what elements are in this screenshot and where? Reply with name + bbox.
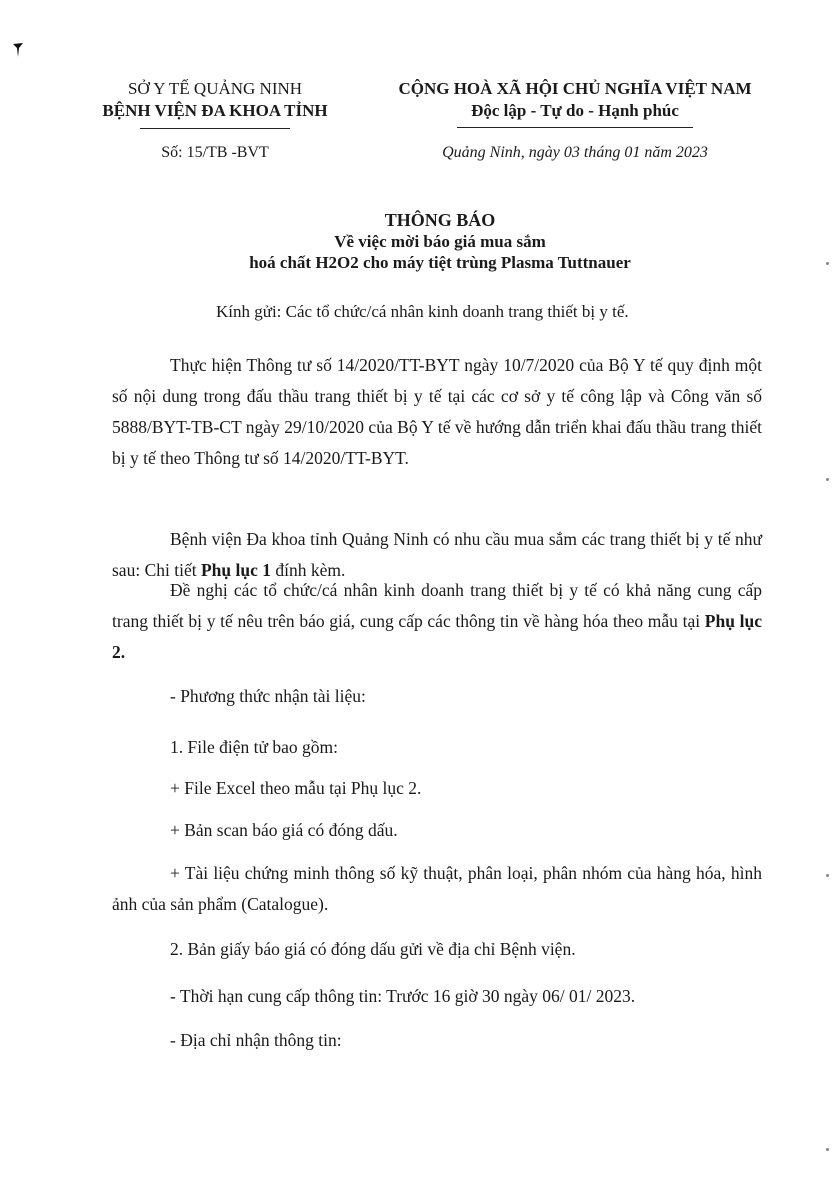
parent-organization: SỞ Y TẾ QUẢNG NINH: [127, 79, 303, 98]
appendix-1-ref: Phụ lục 1: [200, 560, 271, 580]
place-and-date: Quảng Ninh, ngày 03 tháng 01 năm 2023: [442, 144, 708, 161]
list-item-scanned-quote: + Bản scan báo giá có đóng dấu.: [170, 820, 398, 840]
list-item-technical-docs: + Tài liệu chứng minh thông số kỹ thuật, phân loại, phân nhóm của hàng hóa, hình ảnh của sản phẩm (Catalogue).: [112, 863, 762, 914]
scan-mark-icon: [12, 42, 24, 58]
motto-underline: [457, 127, 693, 128]
scan-speck: [826, 874, 829, 877]
notice-subject-line-2: hoá chất H2O2 cho máy tiệt trùng Plasma Tuttnauer: [249, 253, 631, 272]
national-heading: [370, 78, 780, 128]
list-item-excel-file: + File Excel theo mẫu tại Phụ lục 2.: [170, 778, 422, 798]
list-item-electronic-files: 1. File điện tử bao gồm:: [170, 737, 338, 757]
national-motto: Độc lập - Tự do - Hạnh phúc: [471, 101, 679, 120]
appendix-2-ref: Phụ lục 2.: [112, 611, 762, 662]
document-number: Số: 15/TB -BVT: [161, 144, 269, 161]
notice-subject-line-1: Về việc mời báo giá mua sắm: [334, 232, 546, 251]
paragraph-request: Đề nghị các tổ chức/cá nhân kinh doanh trang thiết bị y tế có khả năng cung cấp trang thiết bị y tế nêu trên báo giá, cung cấp các thông tin về hàng hóa theo mẫu tại Phụ lục 2.: [112, 580, 762, 662]
notice-title: [160, 210, 720, 273]
list-item-paper-quote: 2. Bản giấy báo giá có đóng dấu gửi về địa chỉ Bệnh viện.: [170, 939, 576, 959]
notice-heading: THÔNG BÁO: [384, 210, 496, 230]
recipient-line: Kính gửi: Các tổ chức/cá nhân kinh doanh trang thiết bị y tế.: [216, 302, 629, 321]
header-underline: [140, 128, 290, 129]
scan-speck: [826, 478, 829, 481]
nation-name: CỘNG HOÀ XÃ HỘI CHỦ NGHĨA VIỆT NAM: [398, 79, 752, 98]
paragraph-legal-basis: Thực hiện Thông tư số 14/2020/TT-BYT ngày 10/7/2020 của Bộ Y tế quy định một số nội dung trong đấu thầu trang thiết bị y tế tại các cơ sở y tế công lập và Công văn số 5888/BYT-TB-CT ngày 29/10/2020 của Bộ Y tế về hướng dẫn triển khai đấu thầu trang thiết bị y tế theo Thông tư số 14/2020/TT-BYT.: [112, 355, 762, 468]
hospital-name: BỆNH VIỆN ĐA KHOA TỈNH: [102, 101, 328, 120]
scan-speck: [826, 262, 829, 265]
scan-speck: [826, 1148, 829, 1151]
receipt-method-label: - Phương thức nhận tài liệu:: [170, 686, 366, 706]
issuing-organization: [95, 78, 335, 129]
paragraph-procurement-need: Bệnh viện Đa khoa tỉnh Quảng Ninh có nhu cầu mua sắm các trang thiết bị y tế như sau: Chi tiết Phụ lục 1 đính kèm.: [112, 529, 762, 580]
deadline-line: - Thời hạn cung cấp thông tin: Trước 16 giờ 30 ngày 06/ 01/ 2023.: [170, 986, 636, 1006]
address-label: - Địa chỉ nhận thông tin:: [170, 1030, 342, 1050]
